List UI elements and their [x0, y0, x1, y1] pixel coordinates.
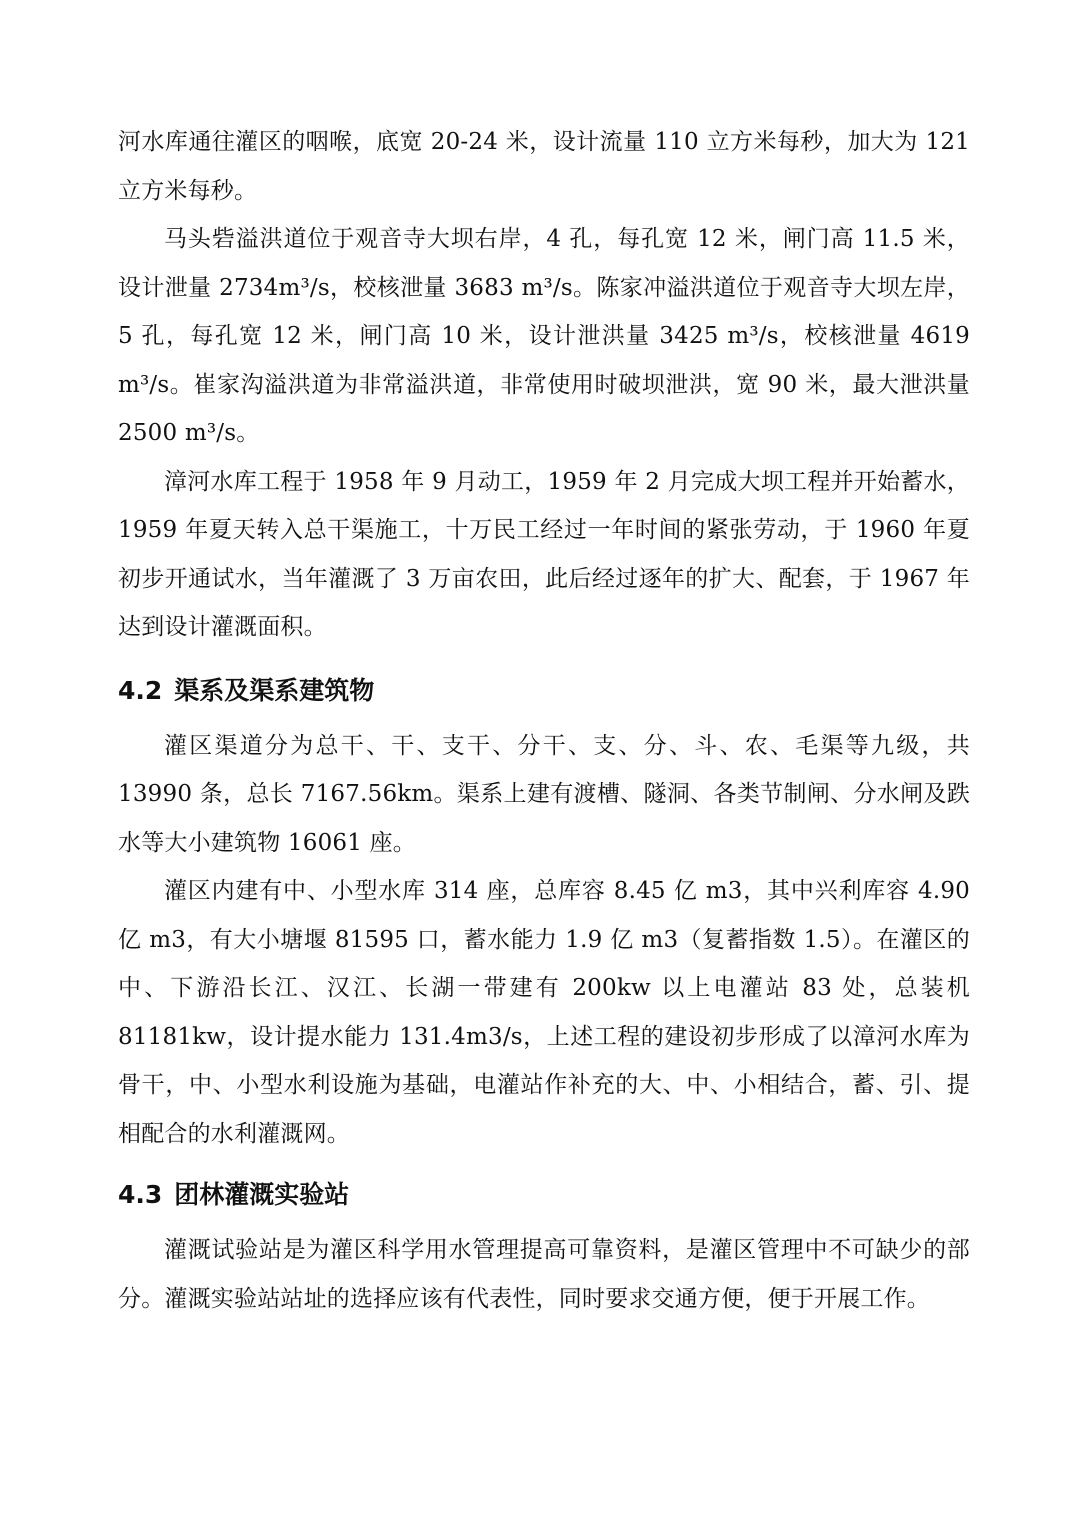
section-heading-4-3	[118, 1180, 970, 1210]
section-number: 4.3	[118, 1180, 163, 1209]
paragraph-intro-1: 河水库通往灌区的咽喉，底宽 20-24 米，设计流量 110 立方米每秒，加大为 121 立方米每秒。	[118, 129, 970, 204]
paragraph-construction-history: 漳河水库工程于 1958 年 9 月动工，1959 年 2 月完成大坝工程并开始蓄水，1959 年夏天转入总干渠施工，十万民工经过一年时间的紧张劳动，于 1960 年夏初步开通试水，当年灌溉了 3 万亩农田，此后经过逐年的扩大、配套，于 1967 年达到设计灌溉面积。	[118, 468, 970, 640]
paragraph-canal-levels: 灌区渠道分为总干、干、支干、分干、支、分、斗、农、毛渠等九级，共 13990 条，总长 7167.56km。渠系上建有渡槽、隧洞、各类节制闸、分水闸及跌水等大小建筑物 16061 座。	[118, 732, 970, 856]
paragraph-spillways: 马头砦溢洪道位于观音寺大坝右岸，4 孔，每孔宽 12 米，闸门高 11.5 米，设计泄量 2734m³/s，校核泄量 3683 m³/s。陈家冲溢洪道位于观音寺大坝左岸，5 孔，每孔宽 12 米，闸门高 10 米，设计泄洪量 3425 m³/s，校核泄量 4619 m³/s。崔家沟溢洪道为非常溢洪道，非常使用时破坝泄洪，宽 90 米，最大泄洪量 2500 m³/s。	[118, 226, 970, 446]
section-heading-4-2	[118, 676, 970, 706]
section-number: 4.2	[118, 675, 163, 705]
paragraph-reservoirs-pumping: 灌区内建有中、小型水库 314 座，总库容 8.45 亿 m3，其中兴利库容 4.90 亿 m3，有大小塘堰 81595 口，蓄水能力 1.9 亿 m3（复蓄指数 1.5）。在灌区的中、下游沿长江、汉江、长湖一带建有 200kw 以上电灌站 83 处，总装机 81181kw，设计提水能力 131.4m3/s，上述工程的建设初步形成了以漳河水库为骨干，中、小型水利设施为基础，电灌站作补充的大、中、小相结合，蓄、引、提相配合的水利灌溉网。	[118, 878, 970, 1147]
page-content	[118, 118, 970, 1323]
section-title: 团林灌溉实验站	[174, 1180, 350, 1209]
paragraph-experiment-station: 灌溉试验站是为灌区科学用水管理提高可靠资料，是灌区管理中不可缺少的部分。灌溉实验站站址的选择应该有代表性，同时要求交通方便，便于开展工作。	[118, 1237, 970, 1312]
section-title: 渠系及渠系建筑物	[174, 675, 375, 705]
